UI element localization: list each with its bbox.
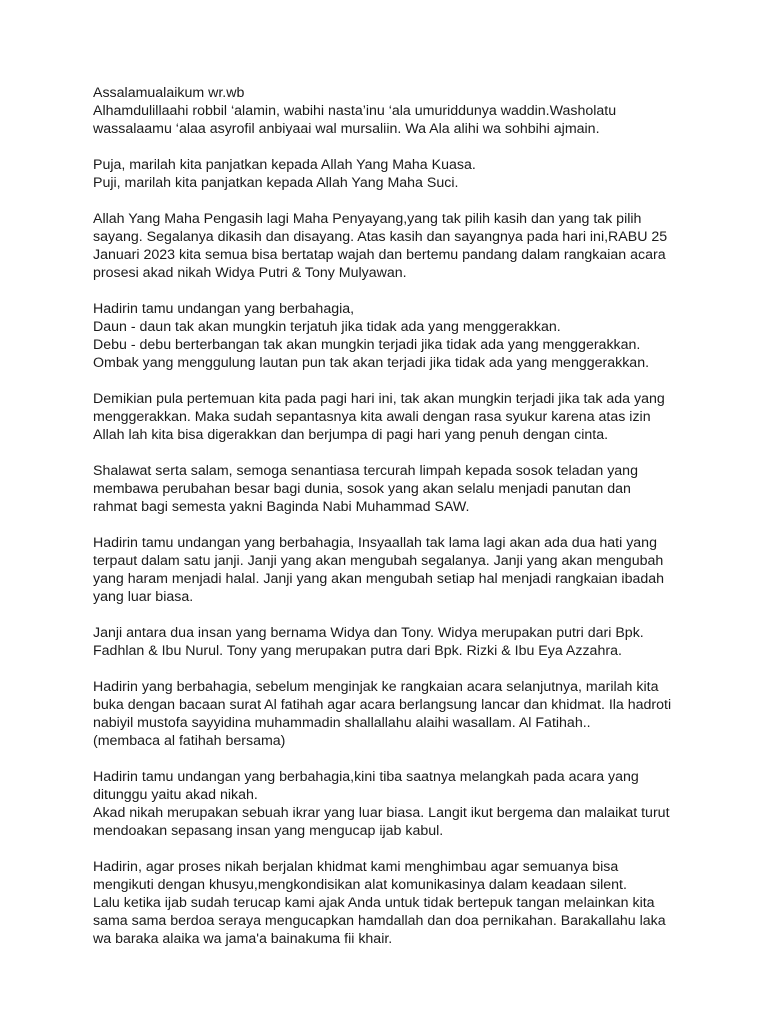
paragraph [93,390,733,444]
text-line: Hadirin, agar proses nikah berjalan khidmat kami menghimbau agar semuanya bisa [93,859,619,875]
text-line: yang haram menjadi halal. Janji yang akan mengubah setiap hal menjadi rangkaian ibadah [93,571,665,587]
text-line: Fadhlan & Ibu Nurul. Tony yang merupakan putra dari Bpk. Rizki & Ibu Eya Azzahra. [93,643,622,659]
text-line: Hadirin yang berbahagia, sebelum menginjak ke rangkaian acara selanjutnya, marilah kita [93,679,659,695]
text-line: ditunggu yaitu akad nikah. [93,787,258,803]
text-line: rahmat bagi semesta yakni Baginda Nabi Muhammad SAW. [93,499,470,515]
text-line: (membaca al fatihah bersama) [93,733,286,749]
paragraph [93,858,733,948]
text-line: Debu - debu berterbangan tak akan mungkin terjadi jika tidak ada yang menggerakkan. [93,337,641,353]
text-line: mengikuti dengan khusyu,mengkondisikan alat komunikasinya dalam keadaan silent. [93,877,627,893]
text-line: Demikian pula pertemuan kita pada pagi hari ini, tak akan mungkin terjadi jika tak ada yang [93,391,665,407]
text-line: buka dengan bacaan surat Al fatihah agar acara berlangsung lancar dan khidmat. Ila hadroti [93,697,672,713]
text-line: Januari 2023 kita semua bisa bertatap wajah dan bertemu pandang dalam rangkaian acara [93,247,666,263]
text-line: Assalamualaikum wr.wb [93,85,245,101]
text-line: wa baraka alaika wa jama'a bainakuma fii khair. [93,931,393,947]
text-line: wassalaamu ‘alaa asyrofil anbiyaai wal mursaliin. Wa Ala alihi wa sohbihi ajmain. [93,121,600,137]
text-line: Lalu ketika ijab sudah terucap kami ajak Anda untuk tidak bertepuk tangan melainkan kita [93,895,655,911]
paragraph [93,678,733,750]
text-line: sayang. Segalanya dikasih dan disayang. Atas kasih dan sayangnya pada hari ini,RABU 25 [93,229,668,245]
paragraph [93,84,733,138]
text-line: Hadirin tamu undangan yang berbahagia,kini tiba saatnya melangkah pada acara yang [93,769,639,785]
text-line: Alhamdulillaahi robbil ‘alamin, wabihi nasta’inu ‘ala umuriddunya waddin.Washolatu [93,103,617,119]
text-line: Akad nikah merupakan sebuah ikrar yang luar biasa. Langit ikut bergema dan malaikat turut [93,805,670,821]
text-line: Ombak yang menggulung lautan pun tak akan terjadi jika tidak ada yang menggerakkan. [93,355,650,371]
text-line: Hadirin tamu undangan yang berbahagia, [93,301,355,317]
text-line: membawa perubahan besar bagi dunia, sosok yang akan selalu menjadi panutan dan [93,481,631,497]
text-line: Allah Yang Maha Pengasih lagi Maha Penyayang,yang tak pilih kasih dan yang tak pilih [93,211,642,227]
text-line: yang luar biasa. [93,589,194,605]
paragraph [93,462,733,516]
paragraph [93,534,733,606]
text-line: Hadirin tamu undangan yang berbahagia, Insyaallah tak lama lagi akan ada dua hati yang [93,535,657,551]
text-line: sama sama berdoa seraya mengucapkan hamdallah dan doa pernikahan. Barakallahu laka [93,913,666,929]
text-line: Puja, marilah kita panjatkan kepada Allah Yang Maha Kuasa. [93,157,476,173]
text-line: prosesi akad nikah Widya Putri & Tony Mulyawan. [93,265,407,281]
text-line: Shalawat serta salam, semoga senantiasa tercurah limpah kepada sosok teladan yang [93,463,638,479]
text-line: Puji, marilah kita panjatkan kepada Allah Yang Maha Suci. [93,175,459,191]
text-line: Allah lah kita bisa digerakkan dan berjumpa di pagi hari yang penuh dengan cinta. [93,427,609,443]
text-line: Daun - daun tak akan mungkin terjatuh jika tidak ada yang menggerakkan. [93,319,561,335]
paragraph [93,210,733,282]
text-line: mendoakan sepasang insan yang mengucap ijab kabul. [93,823,444,839]
text-line: Janji antara dua insan yang bernama Widya dan Tony. Widya merupakan putri dari Bpk. [93,625,644,641]
paragraph [93,156,733,192]
text-line: terpaut dalam satu janji. Janji yang akan mengubah segalanya. Janji yang akan mengubah [93,553,664,569]
text-line: nabiyil mustofa sayyidina muhammadin shallallahu alaihi wasallam. Al Fatihah.. [93,715,591,731]
text-line: menggerakkan. Maka sudah sepantasnya kita awali dengan rasa syukur karena atas izin [93,409,651,425]
document-page [93,84,733,966]
paragraph [93,624,733,660]
paragraph [93,768,733,840]
paragraph [93,300,733,372]
